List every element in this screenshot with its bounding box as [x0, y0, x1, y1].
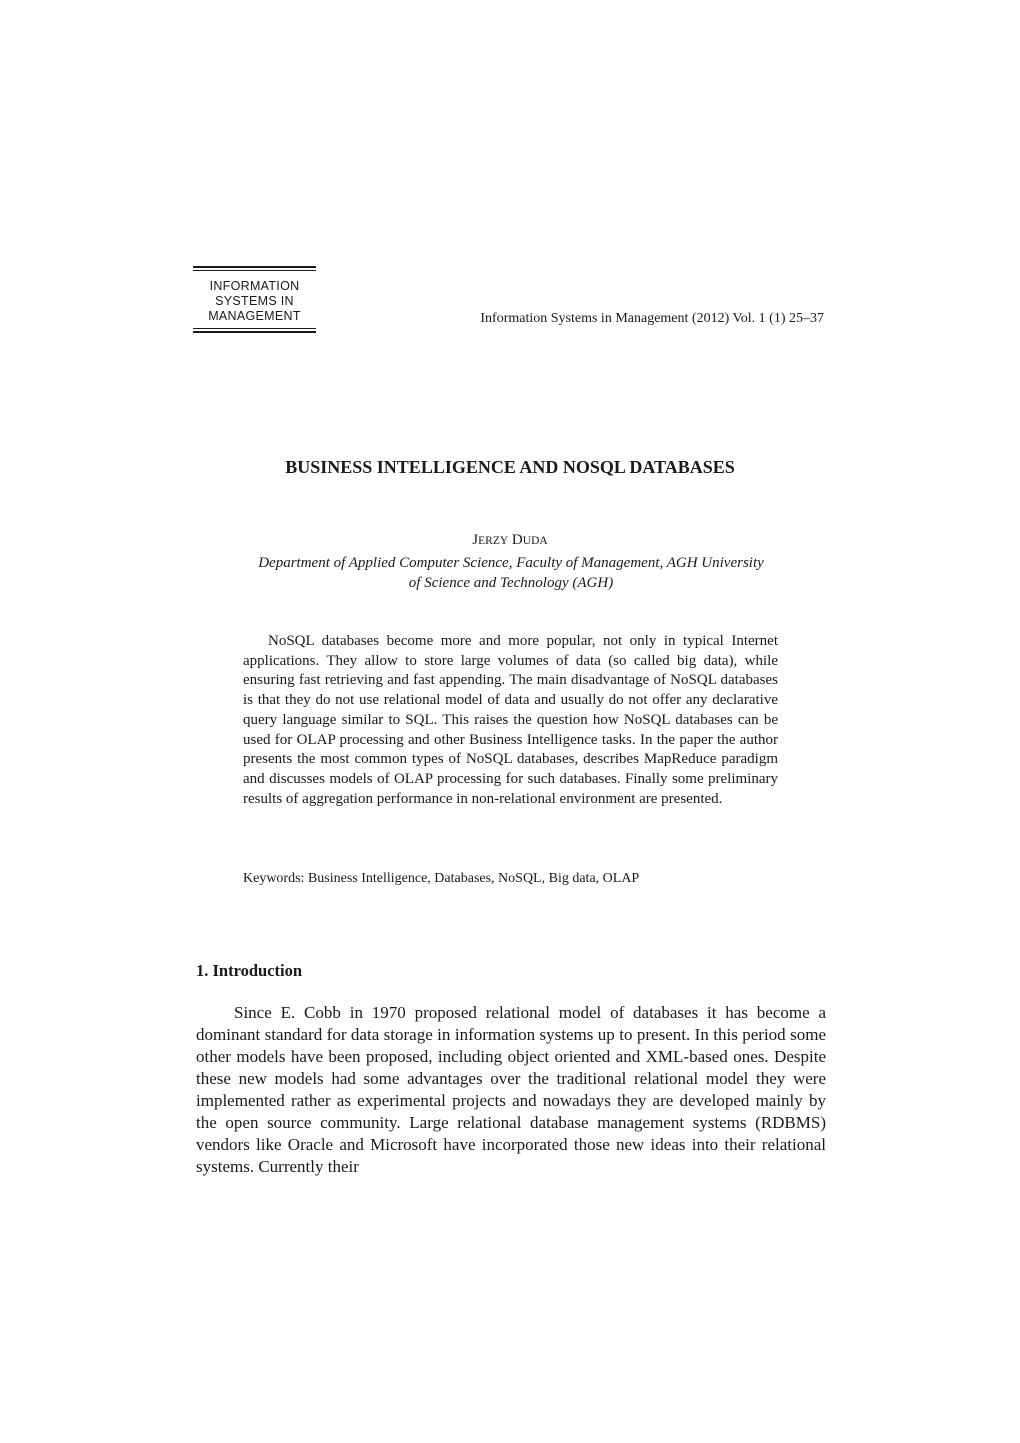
author-first-rest: ERZY [478, 535, 509, 547]
author-last-rest: UDA [522, 535, 548, 547]
abstract-text: NoSQL databases become more and more popular, not only in typical Internet applications. They allow to store large volumes of data (so called big data), while ensuring fast retrieving and fast appending. The main disadvantage of NoSQL databases is that they do not use relational model of data and usually do not offer any declarative query language similar to SQL. This raises the question how NoSQL databases can be used for OLAP processing and other Business Intelligence tasks. In the paper the author presents the most common types of NoSQL databases, describes MapReduce paradigm and discusses models of OLAP processing for such databases. Finally some preliminary results of aggregation performance in non-relational environment are presented. [243, 633, 778, 807]
abstract [243, 632, 778, 809]
author-affiliation [196, 553, 826, 593]
affiliation-line-2: of Science and Technology (AGH) [408, 575, 614, 591]
logo-bottom-rule [193, 331, 316, 333]
author-first-initial: J [472, 532, 479, 548]
body-paragraph: Since E. Cobb in 1970 proposed relational model of databases it has become a dominant standard for data storage in information systems up to present. In this period some other models have been proposed, including object oriented and XML-based ones. Despite these new models had some advantages over the traditional relational model they were implemented rather as experimental projects and nowadays they are developed mainly by the open source community. Large relational database management systems (RDBMS) vendors like Oracle and Microsoft have incorporated those new ideas into their relational systems. Currently their [196, 1003, 826, 1176]
author-name [0, 532, 1020, 549]
journal-logo [193, 266, 316, 333]
article-title: BUSINESS INTELLIGENCE AND NOSQL DATABASES [285, 457, 735, 477]
logo-text [193, 271, 316, 328]
section-heading-introduction: 1. Introduction [196, 961, 303, 980]
logo-top-rule [193, 266, 316, 268]
keywords-list: Business Intelligence, Databases, NoSQL, Big data, OLAP [307, 871, 640, 886]
logo-line-1: INFORMATION [209, 279, 300, 293]
logo-line-3: MANAGEMENT [208, 309, 301, 323]
affiliation-line-1: Department of Applied Computer Science, Faculty of Management, AGH University [258, 555, 764, 571]
keywords [243, 871, 639, 887]
section-body-introduction [196, 1002, 826, 1178]
keywords-label: Keywords: [243, 871, 305, 886]
author-last-initial: D [511, 532, 523, 548]
logo-line-2: SYSTEMS IN [215, 294, 294, 308]
logo-bottom-rule-thin [193, 328, 316, 329]
journal-citation: Information Systems in Management (2012) Vol. 1 (1) 25–37 [480, 311, 824, 326]
